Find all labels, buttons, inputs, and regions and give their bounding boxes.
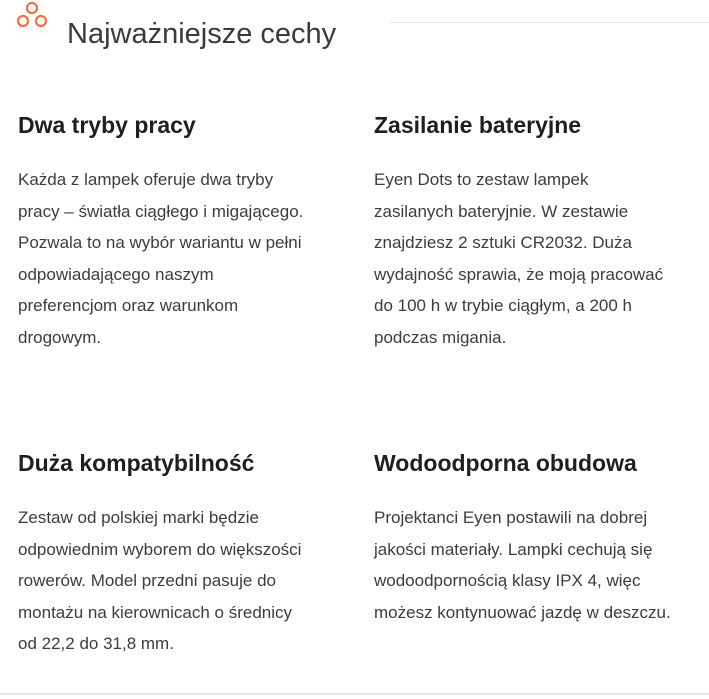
feature-waterproof-housing — [374, 448, 709, 628]
feature-text-line: wodoodpornością klasy IPX 4, więc — [374, 571, 641, 591]
feature-text-line: Eyen Dots to zestaw lampek — [374, 170, 589, 189]
feature-text-line: Pozwala to na wybór wariantu w pełni — [18, 233, 302, 253]
feature-text-line: znajdziesz 2 sztuki CR2032. Duża — [374, 233, 632, 253]
feature-title: Zasilanie bateryjne — [374, 112, 582, 138]
section-header — [16, 0, 709, 51]
feature-description — [374, 502, 709, 628]
feature-text-line: jakości materiały. Lampki cechują się — [374, 539, 653, 559]
feature-compatibility — [18, 448, 358, 660]
bottom-divider — [0, 693, 709, 695]
feature-text-line: podczas migania. — [374, 327, 507, 347]
feature-text-line: Każda z lampek oferuje dwa tryby — [18, 170, 274, 189]
feature-text-line: Zestaw od polskiej marki będzie — [18, 508, 259, 527]
feature-text-line: montażu na kierownicach o średnicy — [18, 602, 293, 622]
feature-title: Dwa tryby pracy — [18, 112, 196, 138]
feature-text-line: rowerów. Model przedni pasuje do — [18, 571, 276, 591]
feature-description — [18, 164, 358, 354]
feature-text-line: odpowiadającego naszym — [18, 264, 214, 284]
feature-text-line: preferencjom oraz warunkom — [18, 296, 239, 316]
feature-text-line: możesz kontynuować jazdę w deszczu. — [374, 602, 671, 622]
feature-dual-mode — [18, 110, 358, 354]
feature-text-line: do 100 h w trybie ciągłym, a 200 h — [374, 296, 632, 316]
feature-text-line: pracy – światła ciągłego i migającego. — [18, 201, 304, 221]
page-title: Najważniejsze cechy — [67, 18, 337, 51]
feature-description — [18, 502, 358, 660]
feature-text-line: Projektanci Eyen postawili na dobrej — [374, 508, 648, 527]
feature-text-line: od 22,2 do 31,8 mm. — [18, 634, 174, 654]
feature-text-line: odpowiednim wyborem do większości — [18, 539, 302, 559]
feature-text-line: drogowym. — [18, 327, 102, 347]
header-divider — [390, 22, 709, 23]
feature-title: Wodoodporna obudowa — [374, 450, 637, 476]
three-circles-icon — [16, 1, 48, 29]
feature-description — [374, 164, 709, 354]
feature-battery-power — [374, 110, 709, 354]
feature-text-line: zasilanych bateryjnie. W zestawie — [374, 201, 629, 221]
feature-title: Duża kompatybilność — [18, 450, 255, 476]
feature-text-line: wydajność sprawia, że moją pracować — [374, 264, 664, 284]
